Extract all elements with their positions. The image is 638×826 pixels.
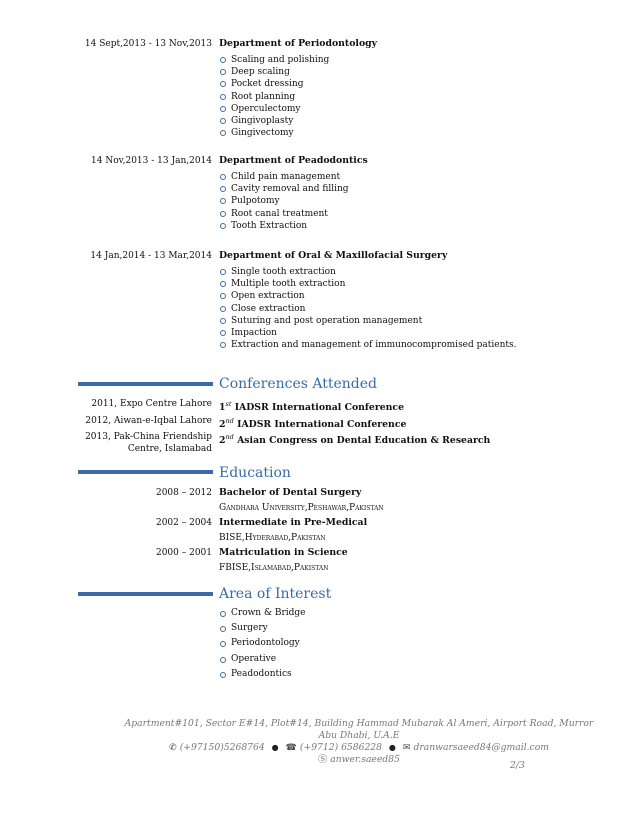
department-title: Department of Peadodontics xyxy=(219,155,368,166)
interests-heading: Area of Interest xyxy=(219,586,332,602)
list-item: Extraction and management of immunocompromised patients. xyxy=(219,339,619,351)
address-line: Apartment#101, Sector E#14, Plot#14, Building Hammad Mubarak Al Ameri, Airport Road, Murror xyxy=(124,718,594,729)
circle-bullet-icon xyxy=(220,306,226,312)
list-item: Crown & Bridge xyxy=(219,606,305,621)
email-link[interactable]: dranwarsaeed84@gmail.com xyxy=(413,742,549,753)
education-institution: FBISE,Islamabad,Pakistan xyxy=(219,563,329,573)
list-item: Root planning xyxy=(219,91,619,103)
list-item: Open extraction xyxy=(219,290,619,302)
circle-bullet-icon xyxy=(220,106,226,112)
list-item: Child pain management xyxy=(219,171,619,183)
footer-address xyxy=(120,718,598,766)
list-item: Deep scaling xyxy=(219,66,619,78)
conference-date: 2011, Expo Centre Lahore xyxy=(91,399,212,409)
list-item: Pulpotomy xyxy=(219,195,619,207)
rotation-date: 14 Nov,2013 - 13 Jan,2014 xyxy=(91,156,212,166)
conference-date: 2012, Aiwan-e-Iqbal Lahore xyxy=(85,416,212,426)
separator-dot-icon: ● xyxy=(388,743,396,752)
conference-name: 2nd IADSR International Conference xyxy=(219,417,407,431)
circle-bullet-icon xyxy=(220,342,226,348)
circle-bullet-icon xyxy=(220,57,226,63)
circle-bullet-icon xyxy=(220,281,226,287)
circle-bullet-icon xyxy=(220,626,226,632)
skype-icon: Ⓢ xyxy=(318,754,328,765)
mobile-number: (+97150)5268764 xyxy=(179,742,265,753)
list-item: Peadodontics xyxy=(219,667,305,682)
list-item: Tooth Extraction xyxy=(219,220,619,232)
section-rule xyxy=(78,592,213,596)
circle-bullet-icon xyxy=(220,130,226,136)
procedure-list xyxy=(219,266,619,351)
list-item: Suturing and post operation management xyxy=(219,315,619,327)
education-date: 2002 – 2004 xyxy=(155,518,212,528)
department-title: Department of Oral & Maxillofacial Surgery xyxy=(219,250,448,261)
procedure-list xyxy=(219,171,619,232)
rotation-date: 14 Sept,2013 - 13 Nov,2013 xyxy=(84,39,212,49)
phone-icon: ☎ xyxy=(285,742,297,753)
list-item: Root canal treatment xyxy=(219,208,619,220)
page-number: 2/3 xyxy=(510,760,525,771)
list-item: Periodontology xyxy=(219,636,305,651)
circle-bullet-icon xyxy=(220,641,226,647)
skype-id[interactable]: anwer.saeed85 xyxy=(330,754,400,765)
education-institution: Gandhara University,Peshawar,Pakistan xyxy=(219,503,384,513)
list-item: Operative xyxy=(219,652,305,667)
circle-bullet-icon xyxy=(220,223,226,229)
email-icon: ✉ xyxy=(402,742,411,753)
list-item: Pocket dressing xyxy=(219,78,619,90)
conferences-heading: Conferences Attended xyxy=(219,376,378,392)
circle-bullet-icon xyxy=(220,657,226,663)
phone-number: (+9712) 6586228 xyxy=(299,742,382,753)
conference-name: 2nd Asian Congress on Dental Education & Research xyxy=(219,433,491,447)
address-line: Abu Dhabi, U.A.E xyxy=(318,730,400,741)
education-institution: BISE,Hyderabad,Pakistan xyxy=(219,533,326,543)
department-title: Department of Periodontology xyxy=(219,38,378,49)
list-item: Impaction xyxy=(219,327,619,339)
list-item: Surgery xyxy=(219,621,305,636)
conference-date: 2013, Pak-China Friendship Centre, Islamabad xyxy=(85,432,212,454)
circle-bullet-icon xyxy=(220,211,226,217)
list-item: Gingivectomy xyxy=(219,127,619,139)
circle-bullet-icon xyxy=(220,269,226,275)
circle-bullet-icon xyxy=(220,318,226,324)
mobile-icon: ✆ xyxy=(169,742,177,753)
rotation-date: 14 Jan,2014 - 13 Mar,2014 xyxy=(90,251,212,261)
list-item: Gingivoplasty xyxy=(219,115,619,127)
interests-list xyxy=(219,606,305,682)
conference-name: 1st IADSR International Conference xyxy=(219,400,404,414)
circle-bullet-icon xyxy=(220,94,226,100)
list-item: Scaling and polishing xyxy=(219,54,619,66)
circle-bullet-icon xyxy=(220,198,226,204)
contact-line xyxy=(120,742,598,754)
list-item: Operculectomy xyxy=(219,103,619,115)
list-item: Cavity removal and filling xyxy=(219,183,619,195)
list-item: Close extraction xyxy=(219,303,619,315)
circle-bullet-icon xyxy=(220,81,226,87)
circle-bullet-icon xyxy=(220,69,226,75)
circle-bullet-icon xyxy=(220,330,226,336)
circle-bullet-icon xyxy=(220,611,226,617)
section-rule xyxy=(78,382,213,386)
education-degree: Bachelor of Dental Surgery xyxy=(219,487,362,498)
circle-bullet-icon xyxy=(220,293,226,299)
skype-line xyxy=(120,754,598,766)
circle-bullet-icon xyxy=(220,672,226,678)
education-heading: Education xyxy=(219,465,291,481)
procedure-list xyxy=(219,54,619,139)
circle-bullet-icon xyxy=(220,118,226,124)
list-item: Single tooth extraction xyxy=(219,266,619,278)
circle-bullet-icon xyxy=(220,186,226,192)
circle-bullet-icon xyxy=(220,174,226,180)
education-date: 2008 – 2012 xyxy=(155,488,212,498)
education-degree: Intermediate in Pre-Medical xyxy=(219,517,368,528)
section-rule xyxy=(78,470,213,474)
separator-dot-icon: ● xyxy=(271,743,279,752)
list-item: Multiple tooth extraction xyxy=(219,278,619,290)
education-degree: Matriculation in Science xyxy=(219,547,348,558)
education-date: 2000 – 2001 xyxy=(155,548,212,558)
